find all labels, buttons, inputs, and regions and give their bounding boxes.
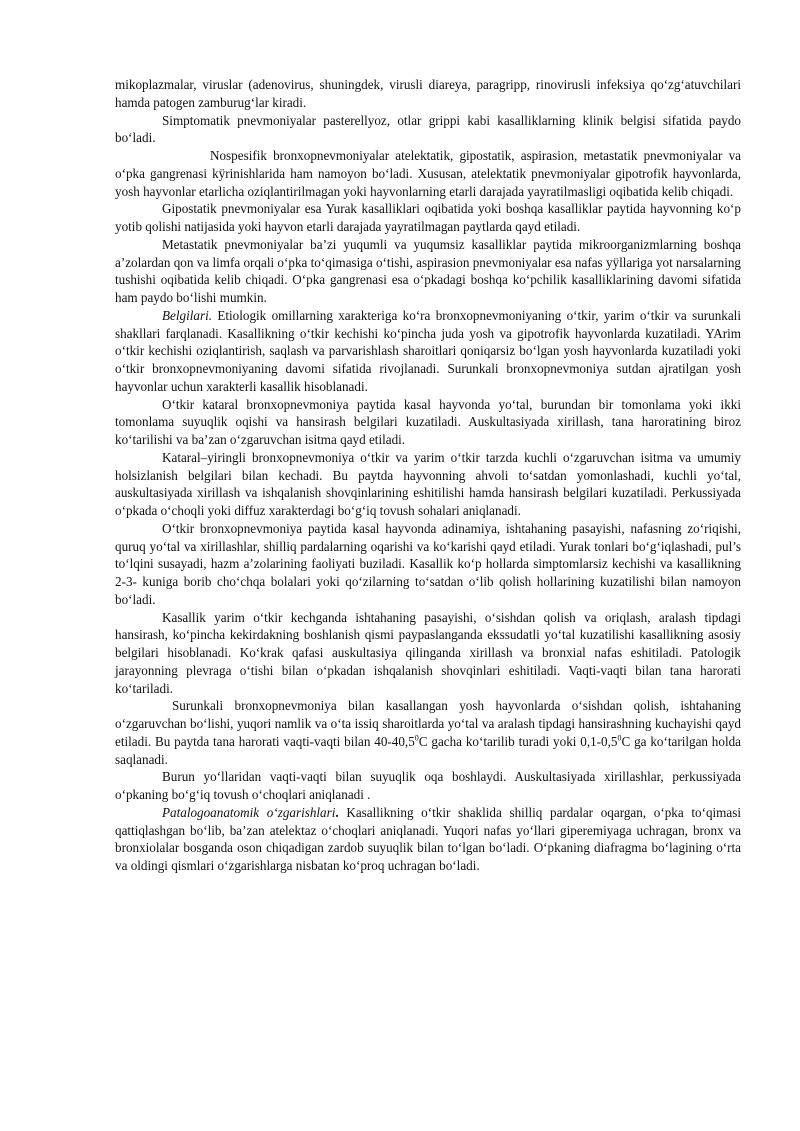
- paragraph: [115, 307, 741, 396]
- paragraph: O‘tkir kataral bronxopnevmoniya paytida kasal hayvonda yo‘tal, burundan bir tomonlama yoki ikki tomonlama suyuqlik oqishi va hansirash belgilari kuzatiladi. Auskultasiyada xirillash, tana haroratining biroz ko‘tarilishi va ba’zan o‘zgaruvchan isitma qayd etiladi.: [115, 396, 741, 447]
- paragraph-text: C ga ko‘tarilgan holda saqlanadi.: [115, 733, 741, 767]
- paragraph: O‘tkir bronxopnevmoniya paytida kasal hayvonda adinamiya, ishtahaning pasayishi, nafasning zo‘riqishi, quruq yo‘tal va xirillashlar, shilliq pardalarning oqarishi va ko‘karishi qayd etiladi. Yurak tonlari bo‘g‘iqlashadi, pul’s to‘lqini susayadi, hazm a’zolarining faoliyati buziladi. Kasallik ko‘p hollarda simptomlarsiz kechishi va kasallikning 2-3- kuniga borib cho‘chqa bolalari yoki qo‘zilarning to‘satdan o‘lib qolish hollarining kuzatilishi bilan namoyon bo‘ladi.: [115, 520, 741, 607]
- paragraph-text: C gacha ko‘tarilib turadi yoki 0,1-0,5: [418, 733, 618, 749]
- paragraph: Nospesifik bronxopnevmoniyalar atelektatik, gipostatik, aspirasion, metastatik pnevmoniyalar va o‘pka gangrenasi kÿrinishlarida ham namoyon bo‘ladi. Xususan, atelektatik pnevmoniyalar gipotrofik hayvonlarda, yosh hayvonlar etarlicha oziqlantirilmagan yoki hayvonlarning etarli darajada yayratilmasligi oqibatida kelib chiqadi.: [115, 148, 741, 199]
- document-page: [115, 76, 741, 875]
- paragraph-text: Kasallikning o‘tkir shaklida shilliq pardalar oqargan, o‘pka to‘qimasi qattiqlashgan bo‘lib, ba’zan atelektaz o‘choqlari aniqlanadi. Yuqori nafas yo‘llari giperemiyaga uchragan, bronx va bronxiolalar bosganda oson chiqadigan zardob suyuqlik bilan to‘lgan bo‘ladi. O‘pkaning diafragma bo‘lagining o‘rta va oldingi qismlari o‘zgarishlarga nisbatan ko‘proq uchragan bo‘ladi.: [115, 804, 741, 873]
- section-heading-patalogoanatomik: Patalogoanatomik o‘zgarishlari: [162, 804, 336, 820]
- paragraph: Kataral–yiringli bronxopnevmoniya o‘tkir va yarim o‘tkir tarzda kuchli o‘zgaruvchan isitma va umumiy holsizlanish belgilari bilan kechadi. Bu paytda hayvonning ahvoli to‘satdan yomonlashadi, kuchli yo‘tal, auskultasiyada xirillash va ishqalanish shovqinlarining eshitilishi hamda hansirash belgilari kuzatiladi. Perkussiyada o‘pkada o‘choqli yoki diffuz xarakterdagi bo‘g‘iq tovush sohalari aniqlanadi.: [115, 449, 741, 518]
- paragraph: [115, 697, 741, 768]
- degree-superscript: 0: [617, 733, 622, 743]
- paragraph: Simptomatik pnevmoniyalar pasterellyoz, otlar grippi kabi kasalliklarning klinik belgisi sifatida paydo bo‘ladi.: [115, 112, 741, 146]
- paragraph: Burun yo‘llaridan vaqti-vaqti bilan suyuqlik oqa boshlaydi. Auskultasiyada xirillashlar, perkussiyada o‘pkaning bo‘g‘iq tovush o‘choqlari aniqlanadi .: [115, 769, 741, 802]
- heading-period: .: [335, 804, 339, 820]
- paragraph: Gipostatik pnevmoniyalar esa Yurak kasalliklari oqibatida yoki boshqa kasalliklar paytida hayvonning ko‘p yotib qolishi natijasida yoki hayvon etarli darajada yayratilmagan paytlarda qayd etiladi.: [115, 201, 741, 234]
- paragraph: [115, 804, 741, 875]
- paragraph: Kasallik yarim o‘tkir kechganda ishtahaning pasayishi, o‘sishdan qolish va oriqlash, aralash tipdagi hansirash, ko‘pincha kekirdakning boshlanish qismi paypaslanganda ekssudatli yo‘tal kuzatilishi kasallikning asosiy belgilari hisoblanadi. Ko‘krak qafasi auskultasiya qilinganda xirillash va bronxial nafas eshitiladi. Patologik jarayonning plevraga o‘tishi bilan o‘pkadan ishqalanish shovqinlari eshitiladi. Vaqti-vaqti bilan tana harorati ko‘tariladi.: [115, 609, 741, 696]
- section-heading-belgilari: Belgilari.: [162, 307, 213, 323]
- degree-superscript: 0: [414, 733, 419, 743]
- paragraph-text: Etiologik omillarning xarakteriga ko‘ra bronxopnevmoniyaning o‘tkir, yarim o‘tkir va surunkali shakllari farqlanadi. Kasallikning o‘tkir kechishi ko‘pincha juda yosh va gipotrofik hayvonlarda kuzatiladi. YArim o‘tkir kechishi oziqlantirish, saqlash va parvarishlash sharoitlari qoniqarsiz bo‘lgan yosh hayvonlarda kuzatiladi yoki o‘tkir bronxopnevmoniyaning davomi sifatida rivojlanadi. Surunkali bronxopnevmoniya sutdan ajratilgan yosh hayvonlar uchun xarakterli kasallik hisoblanadi.: [115, 307, 741, 394]
- paragraph: mikoplazmalar, viruslar (adenovirus, shuningdek, virusli diareya, paragripp, rinovirusli infeksiya qo‘zg‘atuvchilari hamda patogen zamburug‘lar kiradi.: [115, 77, 741, 110]
- paragraph-text: Surunkali bronxopnevmoniya bilan kasallangan yosh hayvonlarda o‘sishdan qolish, ishtahaning o‘zgaruvchan bo‘lishi, yuqori namlik va o‘ta issiq sharoitlarda yo‘tal va aralash tipdagi hansirashning kuchayishi qayd etiladi. Bu paytda tana harorati vaqti-vaqti bilan 40-40,5: [115, 698, 741, 749]
- paragraph: Metastatik pnevmoniyalar ba’zi yuqumli va yuqumsiz kasalliklar paytida mikroorganizmlarning boshqa a’zolardan qon va limfa orqali o‘pka to‘qimasiga o‘tishi, aspirasion pnevmoniyalar esa nafas yÿllariga yot narsalarning tushishi oqibatida kelib chiqadi. O‘pka gangrenasi esa o‘pkadagi boshqa ko‘pchilik kasalliklarining davomi sifatida ham paydo bo‘lishi mumkin.: [115, 236, 741, 305]
